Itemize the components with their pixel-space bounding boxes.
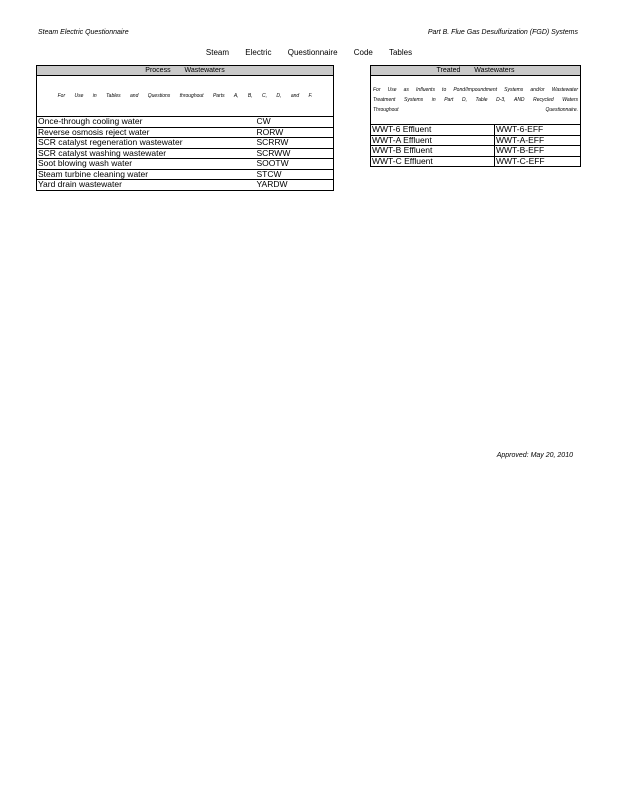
wastewater-name: Yard drain wastewater (37, 180, 256, 191)
treated-wastewaters-header: Treated Wastewaters (371, 66, 581, 76)
table-row (37, 148, 334, 159)
table-row (37, 169, 334, 180)
treated-stream-code: WWT-C-EFF (495, 156, 581, 167)
table-row (37, 159, 334, 170)
wastewater-name: SCR catalyst regeneration wastewater (37, 138, 256, 149)
wastewater-code: STCW (256, 169, 334, 180)
treated-stream-name: WWT-C Effluent (371, 156, 495, 167)
table-row (37, 127, 334, 138)
wastewater-code: SCRWW (256, 148, 334, 159)
table-row (37, 138, 334, 149)
table-row (371, 125, 581, 136)
process-wastewaters-header: Process Wastewaters (37, 66, 334, 76)
table-row (37, 180, 334, 191)
wastewater-name: Soot blowing wash water (37, 159, 256, 170)
wastewater-name: SCR catalyst washing wastewater (37, 148, 256, 159)
wastewater-code: RORW (256, 127, 334, 138)
wastewater-name: Steam turbine cleaning water (37, 169, 256, 180)
treated-stream-code: WWT-A-EFF (495, 135, 581, 146)
table-row (371, 135, 581, 146)
table-row (371, 156, 581, 167)
wastewater-name: Reverse osmosis reject water (37, 127, 256, 138)
table-row (37, 117, 334, 128)
wastewater-code: YARDW (256, 180, 334, 191)
treated-wastewaters-description: For Use as Influents to Pond/Impoundment Systems and/or Wastewater Treatment Systems in Part D, Table D-3, AND Recycled Waters Throughout Questionnaire. (371, 76, 581, 125)
header-right: Part B. Flue Gas Desulfurization (FGD) Systems (427, 29, 578, 36)
treated-stream-code: WWT-B-EFF (495, 146, 581, 157)
wastewater-code: SCRRW (256, 138, 334, 149)
treated-stream-name: WWT-6 Effluent (371, 125, 495, 136)
treated-stream-name: WWT-A Effluent (371, 135, 495, 146)
process-wastewaters-table (36, 65, 334, 191)
approval-date: Approved: May 20, 2010 (496, 452, 573, 459)
wastewater-code: SOOTW (256, 159, 334, 170)
treated-stream-name: WWT-B Effluent (371, 146, 495, 157)
treated-stream-code: WWT-6-EFF (495, 125, 581, 136)
header-left: Steam Electric Questionnaire (38, 29, 129, 36)
table-row (371, 146, 581, 157)
page-title: Steam Electric Questionnaire Code Tables (205, 48, 413, 57)
treated-wastewaters-table (370, 65, 581, 167)
wastewater-name: Once-through cooling water (37, 117, 256, 128)
process-wastewaters-description: For Use in Tables and Questions throughout Parts A, B, C, D, and F. (37, 76, 334, 117)
wastewater-code: CW (256, 117, 334, 128)
